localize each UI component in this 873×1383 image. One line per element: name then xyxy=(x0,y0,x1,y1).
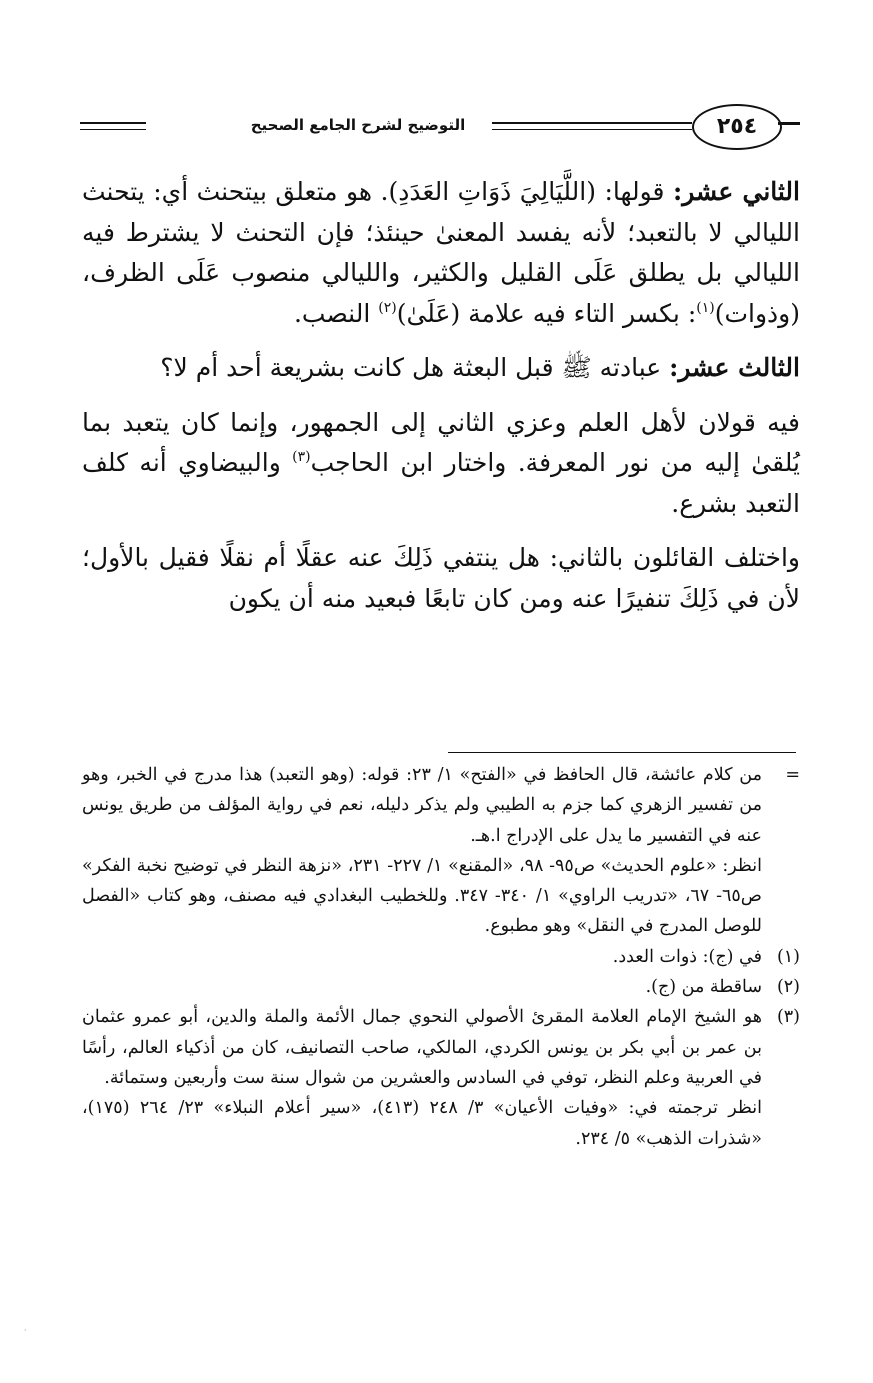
header-title: التوضيح لشرح الجامع الصحيح xyxy=(250,116,466,134)
paragraph-text: قولها: (اللَّيَالِيَ ذَوَاتِ العَدَدِ). هو متعلق بيتحنث أي: يتحنث الليالي لا بالتعبد؛ لأنه يفسد المعنىٰ حينئذ؛ فإن التحنث لا يشترط فيه الليالي بل يطلق عَلَى القليل والكثير، والليالي منصوب عَلَى الظرف، (وذوات) xyxy=(82,177,801,328)
footnote-ref-3: (٣) xyxy=(292,449,311,465)
paragraph-text: واختلف القائلون بالثاني: هل ينتفي ذَلِكَ عنه عقلًا أم نقلًا فقيل بالأول؛ لأن في ذَلِكَ تنفيرًا عنه ومن كان تابعًا فبعيد منه أن يكون xyxy=(82,543,800,613)
paragraph-text: والبيضاوي أنه كلف التعبد بشرع. xyxy=(82,448,800,518)
footnote-body xyxy=(82,1002,762,1153)
paragraph-lead: الثاني عشر: xyxy=(673,177,800,206)
header-rule-mid-bottom xyxy=(492,129,692,130)
footnote-continued xyxy=(82,760,800,942)
main-text xyxy=(82,172,800,619)
footnote-text: هو الشيخ الإمام العلامة المقرئ الأصولي النحوي جمال الأئمة والملة والدين، أبو عمرو عثمان بن عمر بن أبي بكر بن يونس الكردي، المالكي، صاحب التصانيف، كان من أذكياء العالم، رأسًا في العربية وعلم النظر، توفي في السادس والعشرين من شوال سنة ست وأربعين وستمائة. xyxy=(82,1007,762,1088)
page-number-badge xyxy=(692,104,782,150)
footnote-text: انظر ترجمته في: «وفيات الأعيان» ٣/ ٢٤٨ (٤١٣)، «سير أعلام النبلاء» ٢٣/ ٢٦٤ (١٧٥)، «شذرات الذهب» ٥/ ٢٣٤. xyxy=(82,1098,763,1149)
footnote-1 xyxy=(82,942,800,972)
footnote-2 xyxy=(82,972,800,1002)
paragraph-disagreement xyxy=(82,538,800,619)
paragraph-thirteenth xyxy=(82,348,800,389)
footnotes xyxy=(82,760,800,1154)
header-rule-mid-top xyxy=(492,122,692,124)
footnote-text: في (ج): ذوات العدد. xyxy=(612,946,762,967)
footnote-ref-1: (١) xyxy=(696,299,715,316)
footnote-marker: (٣) xyxy=(776,1007,800,1028)
header-rule-left-top xyxy=(80,122,146,124)
footnote-text: من كلام عائشة، قال الحافظ في «الفتح» ١/ ٢٣: قوله: (وهو التعبد) هذا مدرج في الخبر، وهو من تفسير الزهري كما جزم به الطيبي ولم يذكر دليله، نعم في رواية المؤلف من طريق يونس عنه في التفسير ما يدل على الإدراج ا.هـ. xyxy=(82,765,762,846)
footnote-marker: (٢) xyxy=(776,977,800,998)
footnote-separator xyxy=(448,752,796,753)
footnote-marker: = xyxy=(785,765,800,785)
footnote-marker: (١) xyxy=(776,946,800,967)
footnote-3 xyxy=(82,1002,800,1153)
paragraph-twelfth xyxy=(82,172,800,334)
header-rule-right xyxy=(778,122,800,125)
footnote-text: انظر: «علوم الحديث» ص٩٥- ٩٨، «المقنع» ١/ ٢٢٧- ٢٣١، «نزهة النظر في توضيح نخبة الفكر» ص٦٥- ٦٧، «تدريب الراوي» ١/ ٣٤٠- ٣٤٧. وللخطيب البغدادي فيه مصنف، وهو كتاب «الفصل للوصل المدرج في النقل» وهو مطبوع. xyxy=(82,855,762,937)
footnote-text: ساقطة من (ج). xyxy=(645,977,762,998)
paragraph-text: فيه قولان لأهل العلم وعزي الثاني إلى الجمهور، وإنما كان يتعبد بما يُلقىٰ إليه من نور المعرفة. واختار ابن الحاجب xyxy=(82,407,800,477)
paragraph-text: عبادته ﷺ قبل البعثة هل كانت بشريعة أحد أم لا؟ xyxy=(160,353,670,382)
paragraph-text: : بكسر التاء فيه علامة (عَلَىٰ) xyxy=(396,298,697,328)
header-rule-left-bottom xyxy=(80,129,146,130)
page-number: ٢٥٤ xyxy=(716,114,758,139)
footnote-body xyxy=(82,760,762,942)
paragraph-text: النصب. xyxy=(293,298,379,328)
scan-speck: · xyxy=(24,1326,27,1335)
paragraph-lead: الثالث عشر: xyxy=(669,353,800,382)
paragraph-two-views xyxy=(82,403,800,525)
running-header xyxy=(80,98,800,158)
footnote-ref-2: (٢) xyxy=(378,299,397,316)
